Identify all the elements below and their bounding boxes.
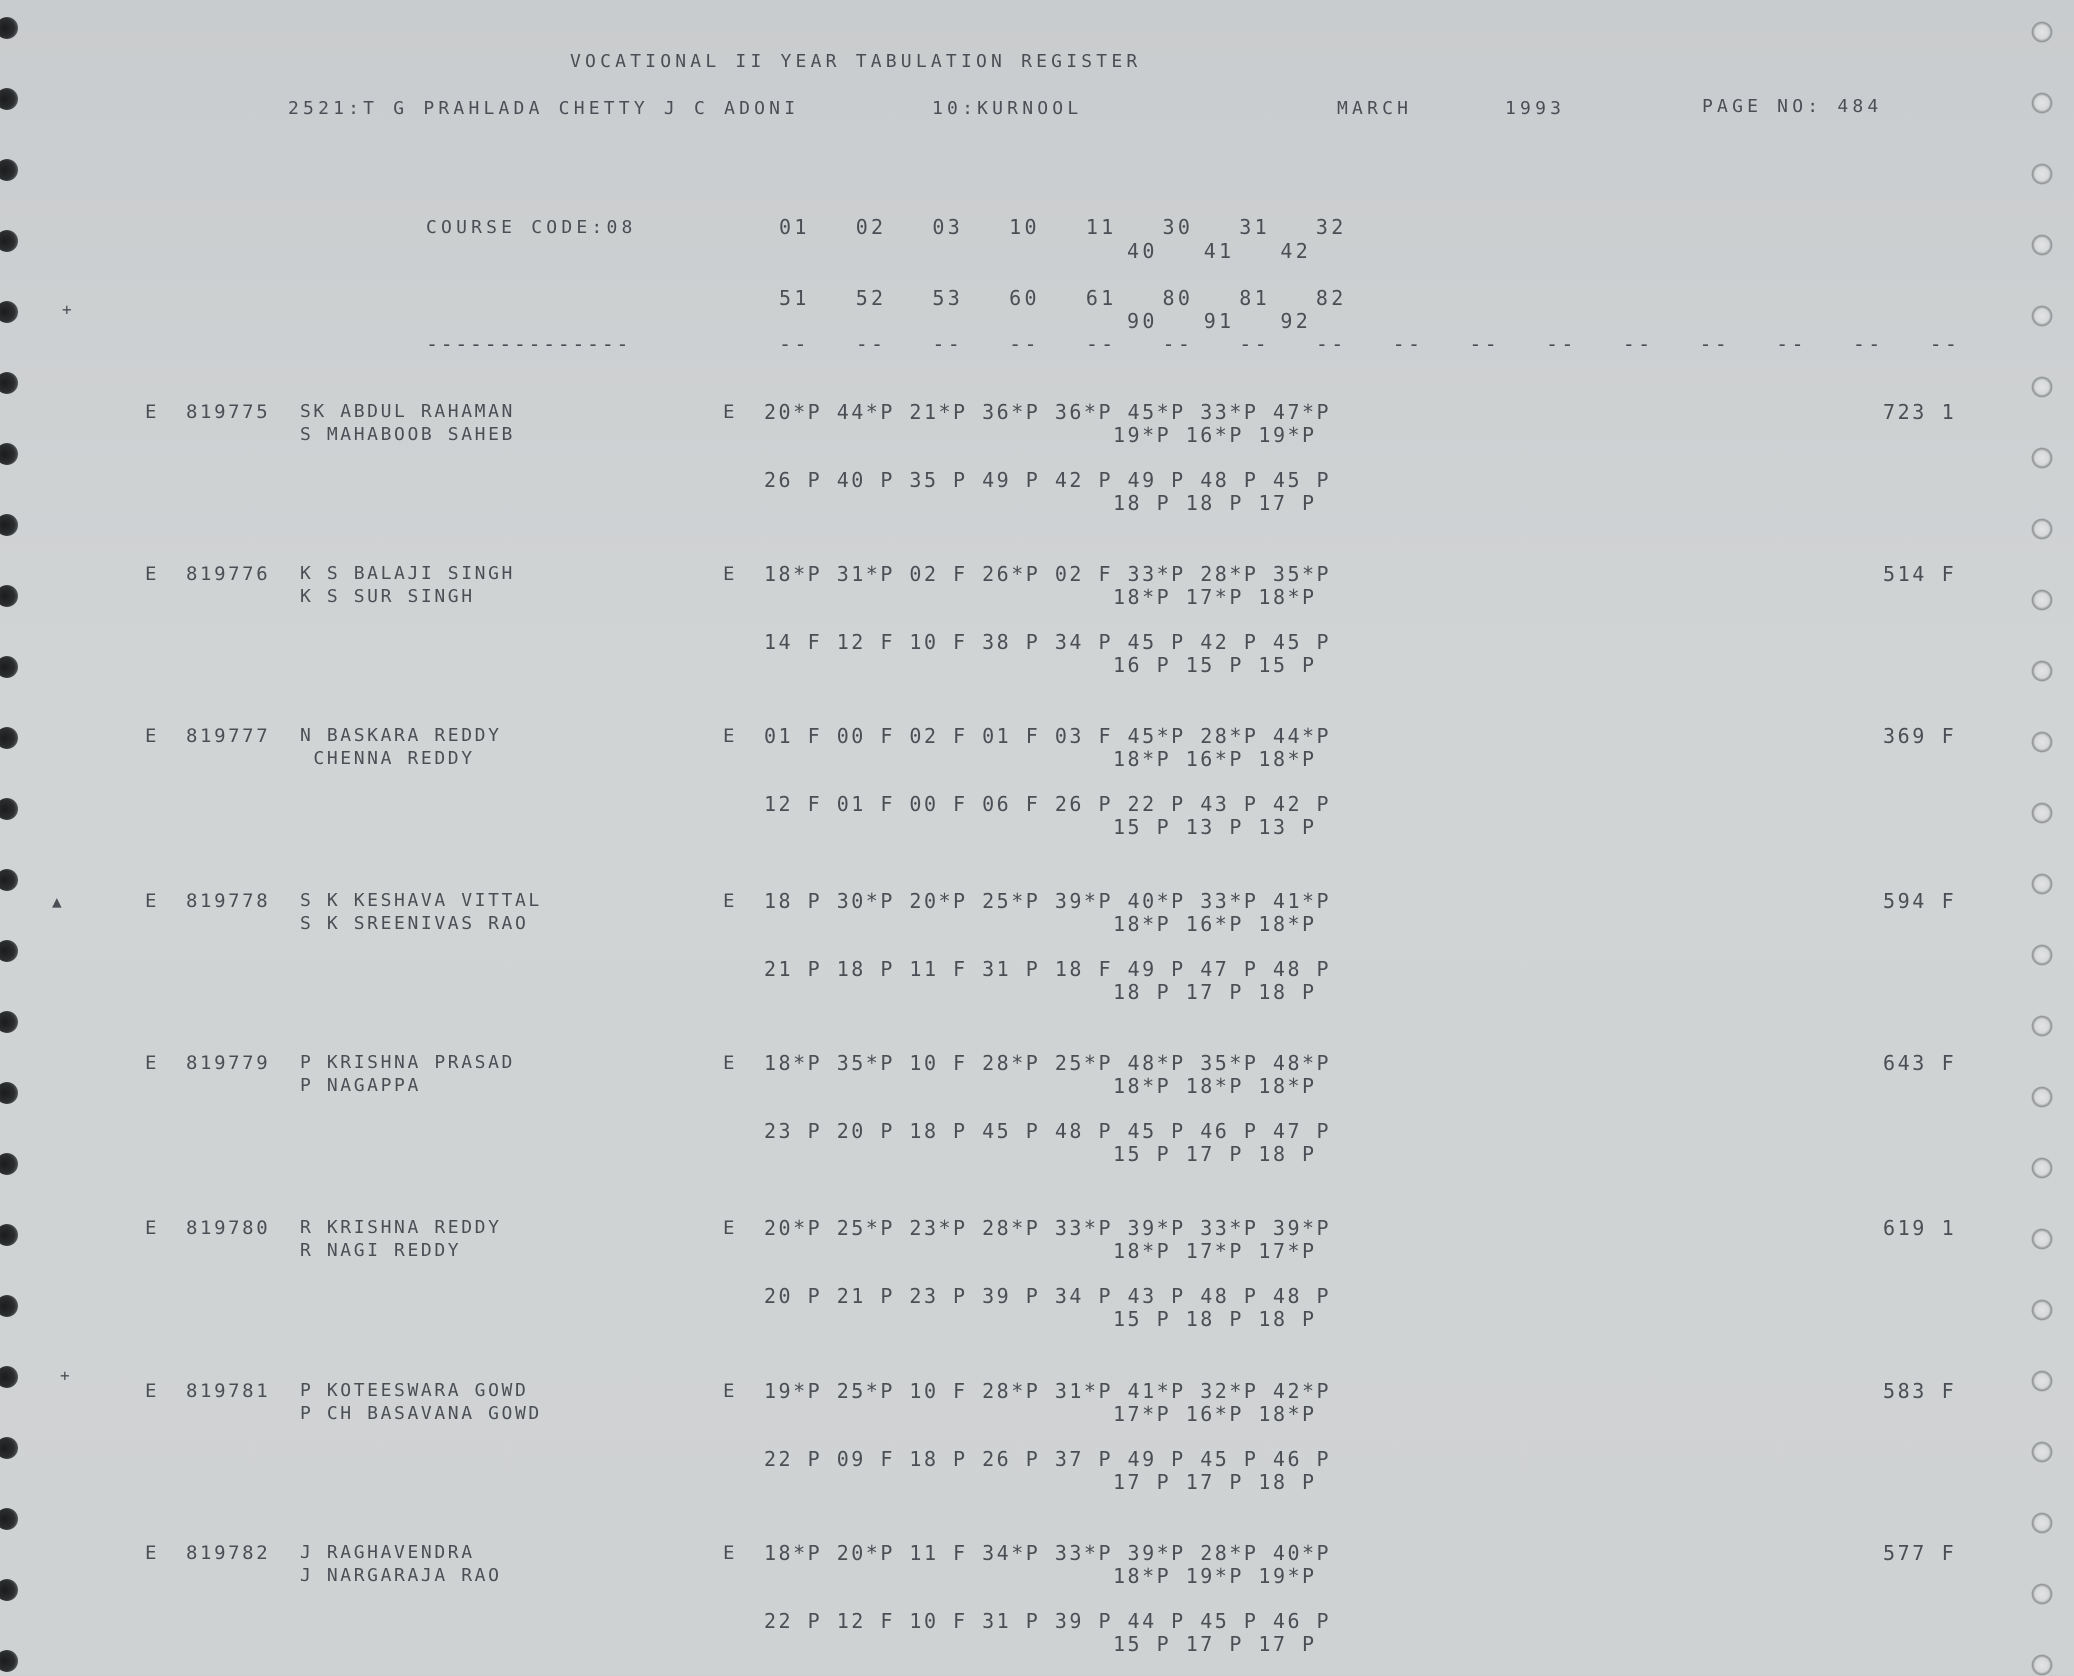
- feed-hole-right: [2031, 660, 2053, 682]
- father-name: J NARGARAJA RAO: [300, 1565, 502, 1586]
- feed-hole-left: [0, 1295, 18, 1317]
- student-name: J RAGHAVENDRA: [300, 1542, 475, 1563]
- roll-number: 819781: [186, 1380, 271, 1402]
- marks-line-3: 14 F 12 F 10 F 38 P 34 P 45 P 42 P 45 P: [764, 630, 1332, 654]
- feed-hole-right: [2031, 1370, 2053, 1392]
- student-name: S K KESHAVA VITTAL: [300, 890, 542, 911]
- roll-number: 819779: [186, 1052, 271, 1074]
- feed-hole-left: [0, 88, 18, 110]
- feed-hole-right: [2031, 873, 2053, 895]
- feed-hole-left: [0, 869, 18, 891]
- feed-hole-right: [2031, 92, 2053, 114]
- total-result: 583 F: [1883, 1379, 1957, 1403]
- feed-hole-right: [2031, 305, 2053, 327]
- total-result: 594 F: [1883, 889, 1957, 913]
- feed-hole-right: [2031, 1512, 2053, 1534]
- marks-line-3: 26 P 40 P 35 P 49 P 42 P 49 P 48 P 45 P: [764, 468, 1332, 492]
- feed-hole-left: [0, 798, 18, 820]
- feed-hole-right: [2031, 802, 2053, 824]
- feed-hole-right: [2031, 163, 2053, 185]
- marks-line-2: 19*P 16*P 19*P: [1113, 423, 1317, 447]
- father-name: CHENNA REDDY: [300, 748, 475, 769]
- total-result: 643 F: [1883, 1051, 1957, 1075]
- record-type: E: [145, 1542, 160, 1564]
- feed-hole-left: [0, 585, 18, 607]
- header-divider-left: --------------: [426, 332, 631, 356]
- total-result: 577 F: [1883, 1541, 1957, 1565]
- marks-line-4: 17 P 17 P 18 P: [1113, 1470, 1317, 1494]
- subject-codes-row-4: 90 91 92: [1127, 309, 1312, 333]
- feed-hole-right: [2031, 589, 2053, 611]
- roll-number: 819782: [186, 1542, 271, 1564]
- stream-code: E: [723, 401, 738, 423]
- feed-hole-right: [2031, 1228, 2053, 1250]
- header-divider-columns: -- -- -- -- -- -- -- -- -- -- -- -- -- -- -- --: [779, 332, 1961, 356]
- feed-hole-left: [0, 1366, 18, 1388]
- total-result: 369 F: [1883, 724, 1957, 748]
- total-result: 619 1: [1883, 1216, 1957, 1240]
- roll-number: 819777: [186, 725, 271, 747]
- feed-hole-right: [2031, 234, 2053, 256]
- feed-hole-right: [2031, 1583, 2053, 1605]
- stream-code: E: [723, 1052, 738, 1074]
- register-title: VOCATIONAL II YEAR TABULATION REGISTER: [570, 51, 1142, 72]
- marks-line-2: 18*P 19*P 19*P: [1113, 1564, 1317, 1588]
- feed-hole-left: [0, 443, 18, 465]
- total-result: 514 F: [1883, 562, 1957, 586]
- exam-month: MARCH: [1337, 98, 1413, 119]
- feed-hole-left: [0, 1579, 18, 1601]
- page-number: PAGE NO: 484: [1702, 96, 1883, 117]
- feed-hole-left: [0, 1650, 18, 1672]
- feed-hole-right: [2031, 447, 2053, 469]
- feed-hole-left: [0, 1224, 18, 1246]
- marks-line-3: 23 P 20 P 18 P 45 P 48 P 45 P 46 P 47 P: [764, 1119, 1332, 1143]
- marks-line-4: 15 P 18 P 18 P: [1113, 1307, 1317, 1331]
- marks-line-3: 22 P 09 F 18 P 26 P 37 P 49 P 45 P 46 P: [764, 1447, 1332, 1471]
- marks-line-3: 12 F 01 F 00 F 06 F 26 P 22 P 43 P 42 P: [764, 792, 1332, 816]
- student-name: P KRISHNA PRASAD: [300, 1052, 515, 1073]
- marks-line-1: 18*P 20*P 11 F 34*P 33*P 39*P 28*P 40*P: [764, 1541, 1332, 1565]
- marks-line-4: 16 P 15 P 15 P: [1113, 653, 1317, 677]
- feed-hole-right: [2031, 731, 2053, 753]
- feed-hole-left: [0, 514, 18, 536]
- record-type: E: [145, 563, 160, 585]
- feed-hole-right: [2031, 944, 2053, 966]
- stray-mark: ▲: [52, 892, 65, 911]
- father-name: R NAGI REDDY: [300, 1240, 462, 1261]
- course-code-label: COURSE CODE:08: [426, 217, 637, 238]
- feed-hole-left: [0, 17, 18, 39]
- feed-hole-right: [2031, 376, 2053, 398]
- feed-hole-right: [2031, 518, 2053, 540]
- record-type: E: [145, 725, 160, 747]
- feed-hole-left: [0, 1153, 18, 1175]
- record-type: E: [145, 1217, 160, 1239]
- subject-codes-row-3: 51 52 53 60 61 80 81 82: [779, 286, 1347, 310]
- marks-line-4: 18 P 18 P 17 P: [1113, 491, 1317, 515]
- student-name: K S BALAJI SINGH: [300, 563, 515, 584]
- marks-line-3: 22 P 12 F 10 F 31 P 39 P 44 P 45 P 46 P: [764, 1609, 1332, 1633]
- feed-hole-left: [0, 727, 18, 749]
- feed-hole-left: [0, 372, 18, 394]
- marks-line-4: 15 P 17 P 18 P: [1113, 1142, 1317, 1166]
- record-type: E: [145, 401, 160, 423]
- marks-line-2: 17*P 16*P 18*P: [1113, 1402, 1317, 1426]
- exam-year: 1993: [1505, 98, 1566, 119]
- feed-hole-left: [0, 656, 18, 678]
- marks-line-4: 15 P 17 P 17 P: [1113, 1632, 1317, 1656]
- roll-number: 819780: [186, 1217, 271, 1239]
- stream-code: E: [723, 563, 738, 585]
- roll-number: 819776: [186, 563, 271, 585]
- marks-line-2: 18*P 18*P 18*P: [1113, 1074, 1317, 1098]
- district-name: 10:KURNOOL: [932, 98, 1083, 119]
- feed-hole-left: [0, 940, 18, 962]
- record-type: E: [145, 890, 160, 912]
- feed-hole-left: [0, 159, 18, 181]
- marks-line-3: 21 P 18 P 11 F 31 P 18 F 49 P 47 P 48 P: [764, 957, 1332, 981]
- marks-line-1: 01 F 00 F 02 F 01 F 03 F 45*P 28*P 44*P: [764, 724, 1332, 748]
- marks-line-1: 18*P 31*P 02 F 26*P 02 F 33*P 28*P 35*P: [764, 562, 1332, 586]
- father-name: K S SUR SINGH: [300, 586, 475, 607]
- record-type: E: [145, 1052, 160, 1074]
- student-name: R KRISHNA REDDY: [300, 1217, 502, 1238]
- marks-line-2: 18*P 16*P 18*P: [1113, 912, 1317, 936]
- student-name: SK ABDUL RAHAMAN: [300, 401, 515, 422]
- feed-hole-left: [0, 1437, 18, 1459]
- feed-hole-left: [0, 1082, 18, 1104]
- college-name: 2521:T G PRAHLADA CHETTY J C ADONI: [288, 98, 800, 119]
- feed-hole-right: [2031, 1654, 2053, 1676]
- father-name: P NAGAPPA: [300, 1075, 421, 1096]
- feed-hole-right: [2031, 1086, 2053, 1108]
- stray-mark: +: [60, 1366, 73, 1385]
- feed-hole-right: [2031, 1015, 2053, 1037]
- stream-code: E: [723, 890, 738, 912]
- record-type: E: [145, 1380, 160, 1402]
- father-name: S MAHABOOB SAHEB: [300, 424, 515, 445]
- marks-line-4: 18 P 17 P 18 P: [1113, 980, 1317, 1004]
- student-name: P KOTEESWARA GOWD: [300, 1380, 529, 1401]
- father-name: P CH BASAVANA GOWD: [300, 1403, 542, 1424]
- subject-codes-row-1: 01 02 03 10 11 30 31 32: [779, 215, 1347, 239]
- feed-hole-right: [2031, 1441, 2053, 1463]
- stream-code: E: [723, 1542, 738, 1564]
- subject-codes-row-2: 40 41 42: [1127, 239, 1312, 263]
- total-result: 723 1: [1883, 400, 1957, 424]
- stream-code: E: [723, 725, 738, 747]
- feed-hole-right: [2031, 1157, 2053, 1179]
- stream-code: E: [723, 1380, 738, 1402]
- marks-line-2: 18*P 16*P 18*P: [1113, 747, 1317, 771]
- marks-line-1: 18*P 35*P 10 F 28*P 25*P 48*P 35*P 48*P: [764, 1051, 1332, 1075]
- feed-hole-right: [2031, 21, 2053, 43]
- feed-hole-left: [0, 1508, 18, 1530]
- student-name: N BASKARA REDDY: [300, 725, 502, 746]
- marks-line-1: 20*P 25*P 23*P 28*P 33*P 39*P 33*P 39*P: [764, 1216, 1332, 1240]
- marks-line-2: 18*P 17*P 18*P: [1113, 585, 1317, 609]
- marks-line-3: 20 P 21 P 23 P 39 P 34 P 43 P 48 P 48 P: [764, 1284, 1332, 1308]
- roll-number: 819775: [186, 401, 271, 423]
- stray-mark: +: [62, 300, 75, 319]
- marks-line-1: 18 P 30*P 20*P 25*P 39*P 40*P 33*P 41*P: [764, 889, 1332, 913]
- feed-hole-left: [0, 301, 18, 323]
- feed-hole-right: [2031, 1299, 2053, 1321]
- feed-hole-left: [0, 1011, 18, 1033]
- roll-number: 819778: [186, 890, 271, 912]
- marks-line-1: 20*P 44*P 21*P 36*P 36*P 45*P 33*P 47*P: [764, 400, 1332, 424]
- feed-hole-left: [0, 230, 18, 252]
- marks-line-4: 15 P 13 P 13 P: [1113, 815, 1317, 839]
- father-name: S K SREENIVAS RAO: [300, 913, 529, 934]
- marks-line-2: 18*P 17*P 17*P: [1113, 1239, 1317, 1263]
- marks-line-1: 19*P 25*P 10 F 28*P 31*P 41*P 32*P 42*P: [764, 1379, 1332, 1403]
- stream-code: E: [723, 1217, 738, 1239]
